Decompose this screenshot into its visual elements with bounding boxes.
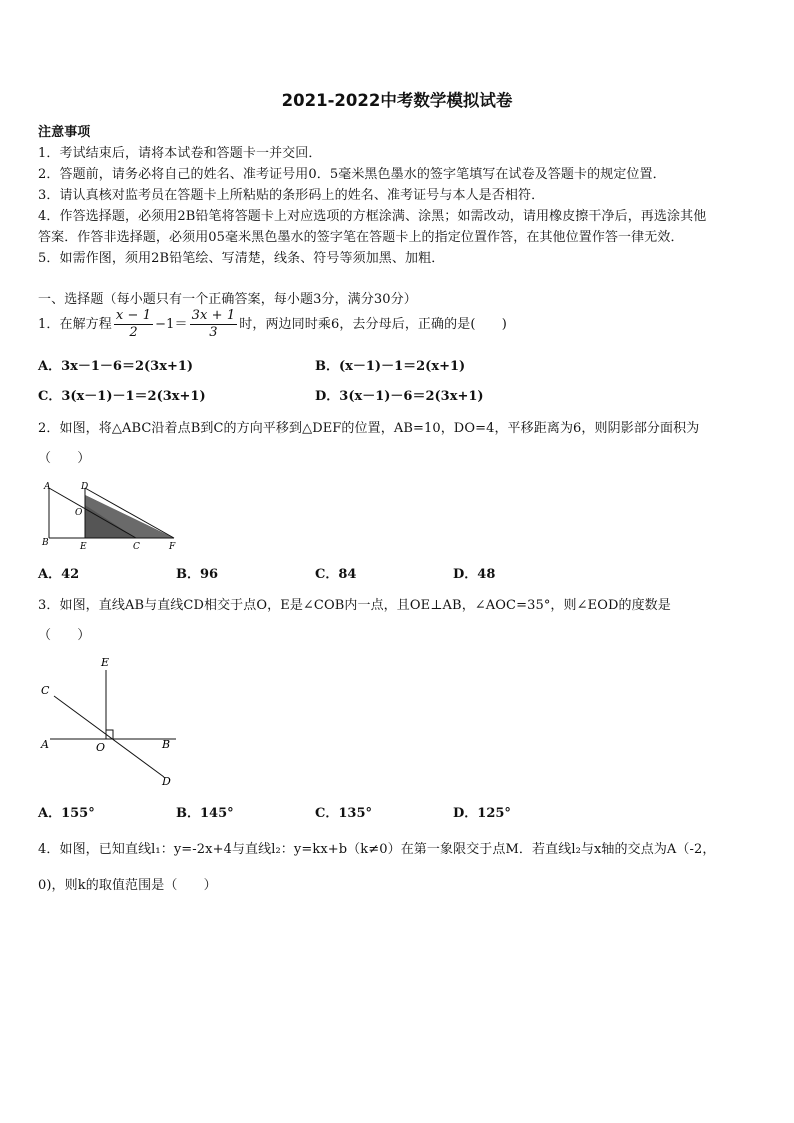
notice-item-2: 2．答题前，请务必将自己的姓名、准考证号用0．5毫米黑色墨水的签字笔填写在试卷及答题卡的规定位置． bbox=[38, 167, 666, 182]
q2-label-f: F bbox=[169, 542, 176, 552]
q2-label-o: O bbox=[75, 508, 83, 518]
q3-line-cd bbox=[54, 696, 164, 777]
q2-label-e: E bbox=[80, 542, 87, 552]
q1-fraction-left bbox=[114, 308, 153, 341]
q2-option-a[interactable]: A．42 bbox=[38, 567, 80, 582]
q2-option-b[interactable]: B．96 bbox=[176, 567, 219, 582]
q2-label-b: B bbox=[42, 538, 49, 548]
notice-item-5: 5．如需作图，须用2B铅笔绘、写清楚，线条、符号等须加黑、加粗． bbox=[38, 251, 445, 266]
q1-option-d[interactable]: D．3(x－1)－6＝2(3x+1) bbox=[315, 389, 484, 404]
q3-label-c: C bbox=[41, 684, 50, 697]
q1-prefix: 1．在解方程 bbox=[38, 317, 112, 332]
q1-frac1-num: x − 1 bbox=[115, 308, 152, 323]
q3-option-b[interactable]: B．145° bbox=[176, 806, 234, 821]
q1-mid: −1＝ bbox=[155, 317, 188, 332]
page-title: 2021-2022中考数学模拟试卷 bbox=[281, 91, 513, 110]
q1-fraction-right bbox=[190, 308, 238, 341]
q3-label-b: B bbox=[162, 738, 171, 751]
question-2-text: 2．如图，将△ABC沿着点B到C的方向平移到△DEF的位置，AB=10，DO=4，平移距离为6，则阴影部分面积为 bbox=[38, 421, 700, 436]
question-1 bbox=[38, 308, 507, 341]
q3-option-d[interactable]: D．125° bbox=[453, 806, 511, 821]
q1-option-a[interactable]: A．3x－1－6＝2(3x+1) bbox=[38, 359, 194, 374]
q1-option-b[interactable]: B．(x－1)－1＝2(x+1) bbox=[315, 359, 466, 374]
notice-item-3: 3．请认真核对监考员在答题卡上所粘贴的条形码上的姓名、准考证号与本人是否相符． bbox=[38, 188, 545, 203]
question-4-text-cont: 0)，则k的取值范围是（ ） bbox=[38, 878, 217, 893]
q1-frac2-num: 3x + 1 bbox=[191, 308, 236, 323]
notice-heading: 注意事项 bbox=[38, 125, 91, 140]
q2-label-d: D bbox=[81, 482, 89, 492]
q1-suffix: 时，两边同时乘6，去分母后，正确的是( ) bbox=[239, 317, 507, 332]
q3-label-o: O bbox=[96, 741, 106, 754]
q2-label-a: A bbox=[44, 482, 51, 492]
q1-option-c[interactable]: C．3(x－1)－1＝2(3x+1) bbox=[38, 389, 206, 404]
q1-frac1-den: 2 bbox=[129, 325, 138, 340]
q3-label-e: E bbox=[101, 656, 110, 669]
q3-option-c[interactable]: C．135° bbox=[315, 806, 372, 821]
question-3-blank: （ ） bbox=[38, 628, 91, 643]
question-4-text: 4．如图，已知直线l₁：y=-2x+4与直线l₂：y=kx+b（k≠0）在第一象限交于点M．若直线l₂与x轴的交点为A（-2， bbox=[38, 842, 716, 857]
notice-item-4: 4．作答选择题，必须用2B铅笔将答题卡上对应选项的方框涂满、涂黑；如需改动，请用橡皮擦干净后，再选涂其他 bbox=[38, 209, 707, 224]
q2-label-c: C bbox=[133, 542, 140, 552]
q2-option-c[interactable]: C．84 bbox=[315, 567, 357, 582]
q2-option-d[interactable]: D．48 bbox=[453, 567, 496, 582]
notice-item-1: 1．考试结束后，请将本试卷和答题卡一并交回． bbox=[38, 146, 322, 161]
notice-item-4-cont: 答案．作答非选择题，必须用05毫米黑色墨水的签字笔在答题卡上的指定位置作答，在其他位置作答一律无效． bbox=[38, 230, 684, 245]
q1-frac2-den: 3 bbox=[209, 325, 218, 340]
q2-figure bbox=[36, 478, 186, 553]
q3-option-a[interactable]: A．155° bbox=[38, 806, 95, 821]
q3-label-a: A bbox=[41, 738, 49, 751]
q3-figure bbox=[36, 650, 186, 790]
q3-label-d: D bbox=[162, 775, 171, 788]
question-2-blank: （ ） bbox=[38, 451, 91, 466]
section-heading: 一、选择题（每小题只有一个正确答案，每小题3分，满分30分） bbox=[38, 292, 417, 307]
question-3-text: 3．如图，直线AB与直线CD相交于点O，E是∠COB内一点，且OE⊥AB，∠AOC=35°，则∠EOD的度数是 bbox=[38, 598, 671, 613]
